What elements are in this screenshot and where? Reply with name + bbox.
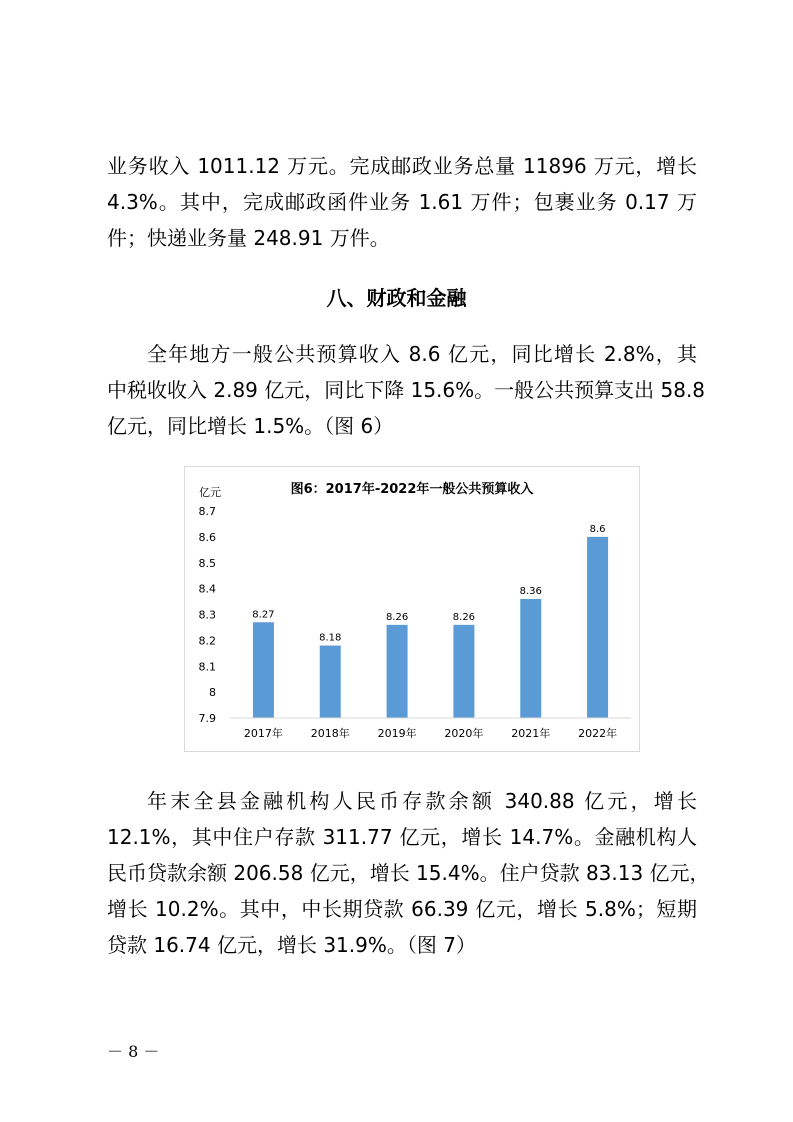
text-line: 贷款 16.74 亿元，增长 31.9%。（图 7） xyxy=(107,933,476,957)
bar-data-label: 8.18 xyxy=(319,632,342,644)
x-tick-label: 2020年 xyxy=(444,727,484,740)
bar xyxy=(520,599,541,718)
bar-series xyxy=(252,524,608,718)
bar xyxy=(320,646,341,718)
y-tick-label: 8.5 xyxy=(198,556,216,570)
text-line: 民币贷款余额 206.58 亿元，增长 15.4%。住户贷款 83.13 亿元， xyxy=(107,861,710,885)
bar-data-label: 8.36 xyxy=(519,585,542,597)
bar-data-label: 8.6 xyxy=(589,523,606,535)
y-tick-label: 7.9 xyxy=(198,712,216,725)
text-line: 件；快递业务量 248.91 万件。 xyxy=(107,226,390,250)
bar xyxy=(387,625,408,718)
bar xyxy=(587,537,608,718)
y-tick-label: 8.2 xyxy=(198,634,216,648)
budget-revenue-chart xyxy=(184,466,640,752)
text-line: 业务收入 1011.12 万元。完成邮政业务总量 11896 万元，增长 xyxy=(107,154,697,178)
x-axis-ticks xyxy=(244,726,617,740)
paragraph-postal xyxy=(107,148,697,256)
y-tick-label: 8.7 xyxy=(198,505,216,518)
y-axis-ticks xyxy=(199,505,217,725)
bar-chart xyxy=(185,467,639,751)
text-line: 全年地方一般公共预算收入 8.6 亿元，同比增长 2.8%，其 xyxy=(147,342,697,366)
y-tick-label: 8.6 xyxy=(198,530,216,544)
x-tick-label: 2022年 xyxy=(578,727,618,740)
x-tick-label: 2018年 xyxy=(310,727,350,740)
section-heading: 八、财政和金融 xyxy=(326,286,467,310)
bar-data-label: 8.26 xyxy=(385,611,409,623)
paragraph-finance xyxy=(107,336,706,444)
bar-data-label: 8.27 xyxy=(252,609,275,621)
paragraph-banking xyxy=(107,783,710,963)
y-tick-label: 8.3 xyxy=(198,608,216,622)
text-line: 12.1%，其中住户存款 311.77 亿元，增长 14.7%。金融机构人 xyxy=(107,825,697,849)
y-axis-unit-label: 亿元 xyxy=(199,486,221,499)
text-line: 年末全县金融机构人民币存款余额 340.88 亿元，增长 xyxy=(147,789,697,813)
y-tick-label: 8.4 xyxy=(198,582,216,596)
x-tick-label: 2019年 xyxy=(377,727,417,740)
text-line: 增长 10.2%。其中，中长期贷款 66.39 亿元，增长 5.8%；短期 xyxy=(107,897,697,921)
x-tick-label: 2021年 xyxy=(511,727,551,740)
bar xyxy=(453,625,474,718)
x-tick-label: 2017年 xyxy=(243,727,283,740)
bar-data-label: 8.26 xyxy=(452,611,476,623)
bar xyxy=(253,622,274,718)
text-line: 中税收收入 2.89 亿元，同比下降 15.6%。一般公共预算支出 58.8 xyxy=(107,378,706,402)
text-line: 4.3%。其中，完成邮政函件业务 1.61 万件；包裹业务 0.17 万 xyxy=(107,190,697,214)
page-number: － 8 － xyxy=(107,1042,160,1061)
text-line: 亿元，同比增长 1.5%。（图 6） xyxy=(107,414,394,438)
chart-title: 图6：2017年-2022年一般公共预算收入 xyxy=(290,482,534,497)
y-tick-label: 8.1 xyxy=(198,660,216,674)
y-tick-label: 8 xyxy=(209,686,216,700)
